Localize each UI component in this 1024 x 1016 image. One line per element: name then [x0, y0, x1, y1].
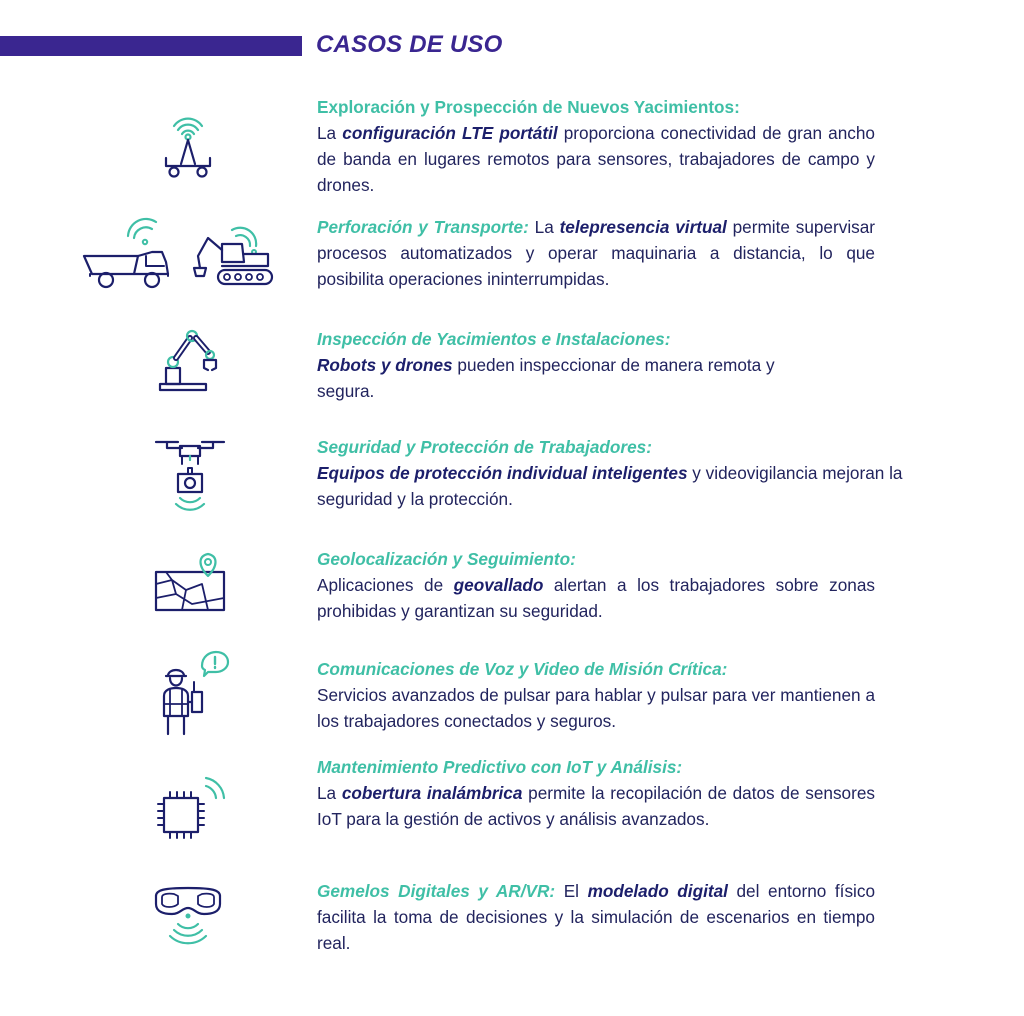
body-text: permite la recopilación de datos de sensores IoT para la gestión de activos y análisis avanzados.: [317, 783, 875, 829]
use-case-text: [317, 754, 875, 832]
body-text: La: [528, 217, 560, 237]
use-case-text: [317, 434, 917, 512]
body-text: pueden inspeccionar de manera remota y segura.: [317, 355, 775, 401]
use-case-text: [317, 656, 875, 734]
body-text: alertan a los trabajadores sobre zonas prohibidas y garantizan su seguridad.: [317, 575, 875, 621]
use-case-text: [317, 94, 875, 198]
worker-radio-icon: [158, 648, 230, 738]
emphasis-text: configuración LTE portátil: [342, 123, 558, 143]
drone-camera-icon: [152, 436, 228, 516]
use-case-heading: Perforación y Transporte:: [317, 217, 529, 237]
body-text: El: [555, 881, 588, 901]
use-case-heading: Mantenimiento Predictivo con IoT y Análisis:: [317, 757, 683, 777]
body-text: La: [317, 783, 342, 803]
body-text: Aplicaciones de: [317, 575, 454, 595]
header-accent-bar: [0, 36, 302, 56]
iot-chip-icon: [154, 776, 228, 840]
body-text: proporciona conectividad de gran ancho de banda en lugares remotos para sensores, trabajadores de campo y drones.: [317, 123, 875, 195]
body-text: Servicios avanzados de pulsar para hablar y pulsar para ver mantienen a los trabajadores conectados y seguros.: [317, 685, 875, 731]
robot-arm-icon: [156, 328, 226, 394]
use-case-heading: Gemelos Digitales y AR/VR:: [317, 881, 556, 901]
body-text: La: [317, 123, 343, 143]
emphasis-text: telepresencia virtual: [559, 217, 727, 237]
use-case-heading: Seguridad y Protección de Trabajadores:: [317, 437, 652, 457]
emphasis-text: Robots y drones: [317, 355, 453, 375]
use-case-heading: Comunicaciones de Voz y Video de Misión Crítica:: [317, 659, 728, 679]
emphasis-text: cobertura inalámbrica: [341, 783, 523, 803]
use-case-text: [317, 546, 875, 624]
use-case-heading: Exploración y Prospección de Nuevos Yacimientos:: [317, 97, 740, 117]
emphasis-text: modelado digital: [587, 881, 728, 901]
map-pin-icon: [152, 550, 228, 614]
vr-headset-icon: [150, 884, 226, 948]
use-case-text: [317, 214, 875, 292]
body-text: del entorno físico facilita la toma de decisiones y la simulación de escenarios en tiempo real.: [317, 881, 876, 953]
use-case-heading: Inspección de Yacimientos e Instalaciones:: [317, 329, 671, 349]
emphasis-text: Equipos de protección individual inteligentes: [317, 463, 688, 483]
use-case-text: [317, 878, 875, 956]
use-case-heading: Geolocalización y Seguimiento:: [317, 549, 576, 569]
body-text: permite supervisar procesos automatizados y operar maquinaria a distancia, lo que posibilita operaciones ininterrumpidas.: [317, 217, 876, 289]
antenna-tower-icon: [160, 104, 216, 184]
use-case-text: [317, 326, 797, 404]
page-title: CASOS DE USO: [316, 31, 503, 58]
body-text: y videovigilancia mejoran la seguridad y la protección.: [317, 463, 903, 509]
emphasis-text: geovallado: [453, 575, 544, 595]
mining-trucks-icon: [82, 216, 294, 294]
